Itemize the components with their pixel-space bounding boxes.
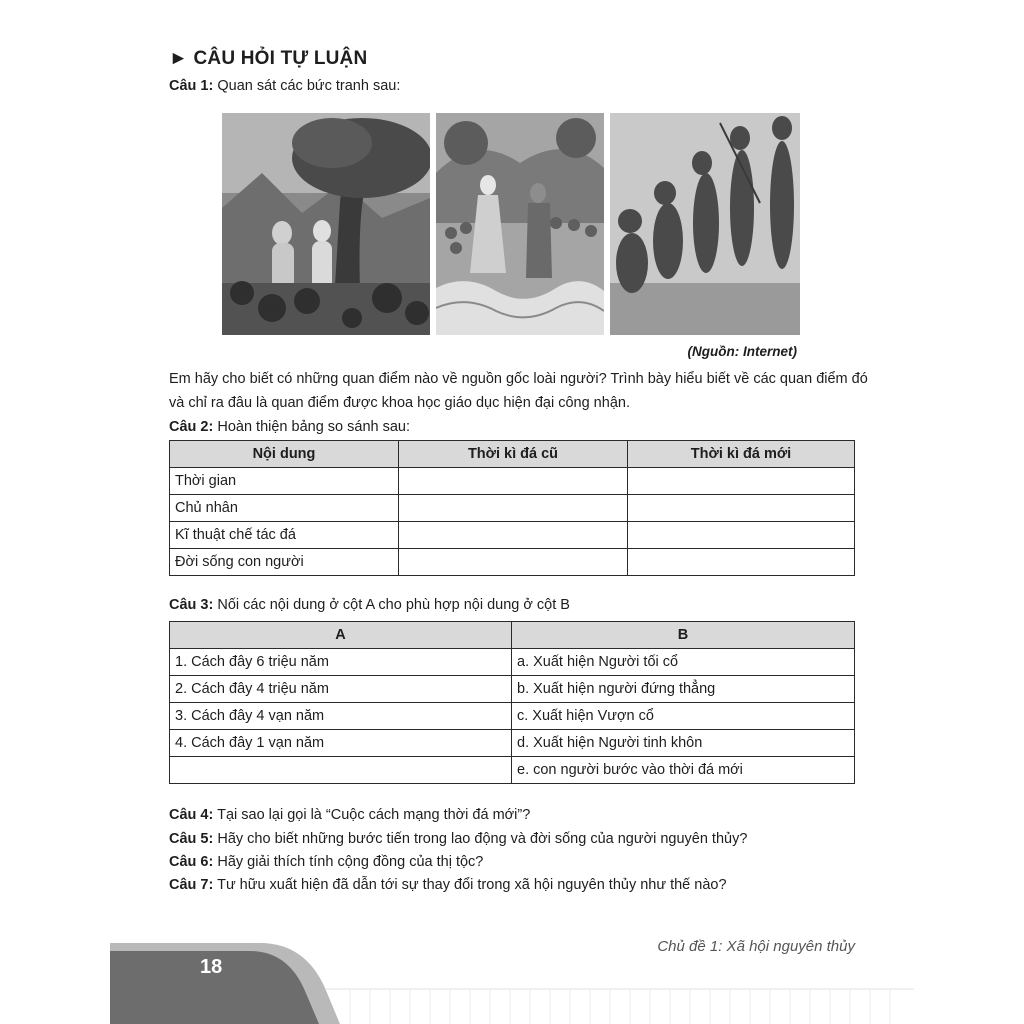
empty-cell bbox=[628, 522, 855, 549]
column-a-item: 4. Cách đây 1 vạn năm bbox=[170, 730, 512, 757]
column-a-item: 3. Cách đây 4 vạn năm bbox=[170, 703, 512, 730]
empty-cell bbox=[399, 522, 628, 549]
question-5 bbox=[169, 829, 747, 849]
question-1-text: Quan sát các bức tranh sau: bbox=[213, 78, 401, 94]
question-6-label: Câu 6: bbox=[169, 854, 214, 870]
question-2-prompt bbox=[169, 417, 410, 437]
empty-cell bbox=[399, 495, 628, 522]
chapter-title: Chủ đề 1: Xã hội nguyên thủy bbox=[657, 938, 855, 955]
table-row bbox=[170, 468, 855, 495]
question-1-body-line-1: Em hãy cho biết có những quan điểm nào về nguồn gốc loài người? Trình bày hiểu biết về các quan điểm đó bbox=[169, 371, 868, 387]
column-b-item: a. Xuất hiện Người tối cổ bbox=[512, 649, 855, 676]
section-title: ► CÂU HỎI TỰ LUẬN bbox=[169, 48, 368, 69]
column-a-item: 1. Cách đây 6 triệu năm bbox=[170, 649, 512, 676]
question-7-label: Câu 7: bbox=[169, 877, 214, 893]
row-label: Thời gian bbox=[170, 468, 399, 495]
table-row bbox=[170, 703, 855, 730]
question-7 bbox=[169, 875, 727, 895]
human-evolution-illustration bbox=[610, 113, 800, 335]
table-row bbox=[170, 649, 855, 676]
row-label: Kĩ thuật chế tác đá bbox=[170, 522, 399, 549]
table-row bbox=[170, 757, 855, 784]
matching-table bbox=[169, 621, 855, 784]
column-header-b: B bbox=[512, 622, 855, 649]
page-number: 18 bbox=[200, 956, 223, 978]
question-4 bbox=[169, 805, 530, 825]
column-header: Nội dung bbox=[170, 441, 399, 468]
question-1-prompt bbox=[169, 76, 400, 96]
table-row bbox=[170, 676, 855, 703]
question-6 bbox=[169, 852, 483, 872]
question-1-label: Câu 1: bbox=[169, 78, 214, 94]
row-label: Chủ nhân bbox=[170, 495, 399, 522]
garden-of-eden-illustration bbox=[222, 113, 430, 335]
column-header: Thời kì đá cũ bbox=[399, 441, 628, 468]
question-4-text: Tại sao lại gọi là “Cuộc cách mạng thời đá mới”? bbox=[213, 807, 531, 823]
column-b-item: e. con người bước vào thời đá mới bbox=[512, 757, 855, 784]
table-row bbox=[170, 549, 855, 576]
empty-cell bbox=[399, 549, 628, 576]
empty-cell bbox=[399, 468, 628, 495]
column-b-item: d. Xuất hiện Người tinh khôn bbox=[512, 730, 855, 757]
table-row bbox=[170, 730, 855, 757]
footer-band bbox=[110, 943, 914, 1024]
column-a-item bbox=[170, 757, 512, 784]
table-header-row bbox=[170, 622, 855, 649]
comparison-table bbox=[169, 440, 855, 576]
question-3-label: Câu 3: bbox=[169, 597, 214, 613]
row-label: Đời sống con người bbox=[170, 549, 399, 576]
question-3-prompt bbox=[169, 595, 570, 615]
question-2-text: Hoàn thiện bảng so sánh sau: bbox=[213, 419, 411, 435]
image-source-caption: (Nguồn: Internet) bbox=[687, 344, 797, 359]
empty-cell bbox=[628, 549, 855, 576]
question-3-text: Nối các nội dung ở cột A cho phù hợp nội dung ở cột B bbox=[213, 597, 570, 613]
table-row bbox=[170, 495, 855, 522]
question-7-text: Tư hữu xuất hiện đã dẫn tới sự thay đổi trong xã hội nguyên thủy như thế nào? bbox=[213, 877, 727, 893]
question-4-label: Câu 4: bbox=[169, 807, 214, 823]
column-b-item: c. Xuất hiện Vượn cổ bbox=[512, 703, 855, 730]
table-row bbox=[170, 522, 855, 549]
lac-long-quan-au-co-illustration bbox=[436, 113, 604, 335]
column-header-a: A bbox=[170, 622, 512, 649]
question-1-body-line-2: và chỉ ra đâu là quan điểm được khoa học giáo dục hiện đại công nhận. bbox=[169, 395, 630, 411]
column-b-item: b. Xuất hiện người đứng thẳng bbox=[512, 676, 855, 703]
empty-cell bbox=[628, 495, 855, 522]
column-a-item: 2. Cách đây 4 triệu năm bbox=[170, 676, 512, 703]
empty-cell bbox=[628, 468, 855, 495]
question-2-label: Câu 2: bbox=[169, 419, 214, 435]
question-5-label: Câu 5: bbox=[169, 831, 214, 847]
column-header: Thời kì đá mới bbox=[628, 441, 855, 468]
question-5-text: Hãy cho biết những bước tiến trong lao động và đời sống của người nguyên thủy? bbox=[213, 831, 748, 847]
table-header-row bbox=[170, 441, 855, 468]
question-6-text: Hãy giải thích tính cộng đồng của thị tộc? bbox=[213, 854, 484, 870]
